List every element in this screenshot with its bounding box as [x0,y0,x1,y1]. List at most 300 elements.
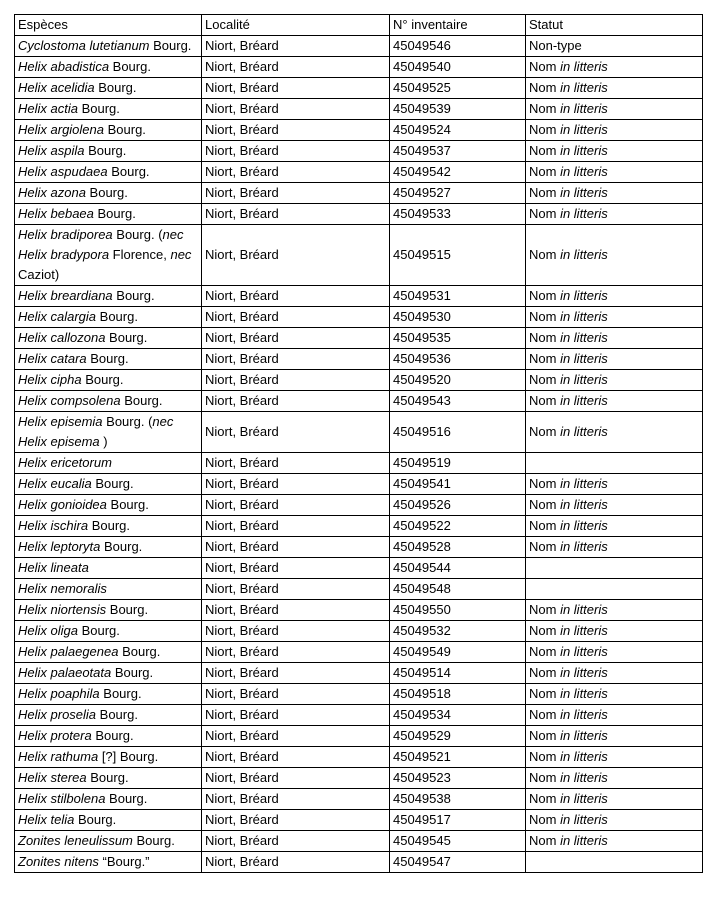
species-text: Bourg. [109,59,151,74]
status-cell [526,726,703,747]
species-text: Helix compsolena [18,393,121,408]
status-text: Nom [529,101,561,116]
table-row [15,495,703,516]
header-locality: Localité [202,15,390,36]
status-text: in litteris [560,309,608,324]
species-text: “Bourg.” [98,854,150,869]
locality-cell: Niort, Bréard [202,621,390,642]
species-text: Helix episemia [18,414,103,429]
status-cell [526,412,703,453]
species-cell [15,349,202,370]
status-cell [526,162,703,183]
table-row [15,412,703,453]
locality-cell: Niort, Bréard [202,705,390,726]
species-text: Helix acelidia [18,80,95,95]
table-row [15,120,703,141]
table-row [15,36,703,57]
species-cell [15,558,202,579]
species-cell [15,747,202,768]
species-text: Helix rathuma [18,749,99,764]
status-text: in litteris [560,665,608,680]
inventory-number-cell: 45049515 [390,225,526,286]
inventory-number-cell: 45049536 [390,349,526,370]
species-text: Bourg. ( [102,414,153,429]
inventory-number-cell: 45049516 [390,412,526,453]
species-text: [?] Bourg. [98,749,159,764]
table-row [15,99,703,120]
species-text: Helix proselia [18,707,97,722]
species-cell [15,684,202,705]
status-text: Nom [529,518,561,533]
table-row [15,370,703,391]
locality-cell: Niort, Bréard [202,747,390,768]
status-text: in litteris [560,518,608,533]
status-text: in litteris [560,59,608,74]
species-text: Bourg. [100,539,143,554]
status-text: Nom [529,602,561,617]
status-cell [526,120,703,141]
inventory-number-cell: 45049531 [390,286,526,307]
status-cell [526,537,703,558]
species-cell [15,183,202,204]
species-text: Bourg. [112,288,155,303]
status-cell [526,391,703,412]
species-text: Bourg. [104,122,146,137]
status-cell [526,831,703,852]
status-cell [526,810,703,831]
status-cell [526,141,703,162]
status-cell [526,642,703,663]
status-text: Nom [529,707,561,722]
species-cell [15,726,202,747]
inventory-number-cell: 45049528 [390,537,526,558]
status-text: in litteris [560,707,608,722]
species-cell [15,370,202,391]
table-row [15,204,703,225]
status-text: Nom [529,686,561,701]
locality-cell: Niort, Bréard [202,120,390,141]
header-status: Statut [526,15,703,36]
status-cell [526,621,703,642]
species-text: Helix eucalia [18,476,92,491]
species-text: Cyclostoma lutetianum [18,38,150,53]
species-text: Bourg. [111,665,154,680]
species-text: Bourg. [96,707,138,722]
status-cell [526,558,703,579]
table-row [15,286,703,307]
species-text: Caziot) [18,267,60,282]
species-text: Helix bradiporea [18,227,113,242]
species-text: Helix palaeotata [18,665,112,680]
inventory-number-cell: 45049547 [390,852,526,873]
table-row [15,141,703,162]
inventory-number-cell: 45049518 [390,684,526,705]
status-text: Nom [529,791,561,806]
locality-cell: Niort, Bréard [202,663,390,684]
status-cell [526,705,703,726]
inventory-number-cell: 45049545 [390,831,526,852]
status-text: Nom [529,288,561,303]
species-text: Helix ischira [18,518,89,533]
species-text: Helix poaphila [18,686,100,701]
species-text: Bourg. [88,518,130,533]
status-text: Nom [529,122,561,137]
status-cell [526,36,703,57]
inventory-number-cell: 45049550 [390,600,526,621]
status-text: in litteris [560,686,608,701]
locality-cell: Niort, Bréard [202,370,390,391]
status-text: in litteris [560,539,608,554]
species-text: Helix stilbolena [18,791,106,806]
locality-cell: Niort, Bréard [202,600,390,621]
species-cell [15,328,202,349]
table-row [15,747,703,768]
status-text: in litteris [560,247,608,262]
locality-cell: Niort, Bréard [202,183,390,204]
inventory-number-cell: 45049533 [390,204,526,225]
species-text: Helix lineata [18,560,89,575]
species-cell [15,78,202,99]
species-cell [15,621,202,642]
table-row [15,391,703,412]
table-row [15,831,703,852]
species-text: Bourg. [132,833,175,848]
status-text: Nom [529,351,561,366]
table-row [15,642,703,663]
status-cell [526,579,703,600]
species-text: Bourg. [77,101,120,116]
status-cell [526,600,703,621]
status-text: in litteris [560,351,608,366]
status-cell [526,349,703,370]
inventory-number-cell: 45049538 [390,789,526,810]
species-text: Bourg. [77,623,120,638]
status-text: in litteris [560,424,608,439]
status-text: Nom [529,476,561,491]
species-cell [15,99,202,120]
inventory-number-cell: 45049546 [390,36,526,57]
species-text: Helix abadistica [18,59,110,74]
table-row [15,768,703,789]
status-text: Nom [529,749,561,764]
status-cell [526,663,703,684]
inventory-number-cell: 45049523 [390,768,526,789]
species-text: Bourg. [120,393,163,408]
locality-cell: Niort, Bréard [202,768,390,789]
species-cell [15,663,202,684]
locality-cell: Niort, Bréard [202,495,390,516]
status-text: in litteris [560,80,608,95]
table-row [15,162,703,183]
species-text: Helix callozona [18,330,106,345]
species-cell [15,705,202,726]
status-text: Nom [529,330,561,345]
locality-cell: Niort, Bréard [202,286,390,307]
locality-cell: Niort, Bréard [202,162,390,183]
species-cell [15,831,202,852]
status-text: in litteris [560,393,608,408]
species-text: Bourg. [106,602,149,617]
status-text: in litteris [560,164,608,179]
inventory-number-cell: 45049524 [390,120,526,141]
locality-cell: Niort, Bréard [202,789,390,810]
species-cell [15,286,202,307]
table-row [15,684,703,705]
species-text: Helix catara [18,351,87,366]
status-cell [526,789,703,810]
status-text: Nom [529,164,561,179]
inventory-number-cell: 45049529 [390,726,526,747]
locality-cell: Niort, Bréard [202,852,390,873]
species-cell [15,537,202,558]
species-text: Bourg. [86,351,129,366]
locality-cell: Niort, Bréard [202,474,390,495]
table-row [15,474,703,495]
inventory-number-cell: 45049541 [390,474,526,495]
table-row [15,558,703,579]
status-text: Nom [529,247,561,262]
species-cell [15,162,202,183]
status-text: Nom [529,206,561,221]
species-text: Helix gonioidea [18,497,107,512]
header-inventory-number: N° inventaire [390,15,526,36]
species-text: Helix argiolena [18,122,104,137]
status-text: in litteris [560,749,608,764]
inventory-number-cell: 45049514 [390,663,526,684]
species-text: Helix palaegenea [18,644,119,659]
status-text: in litteris [560,185,608,200]
table-row [15,453,703,474]
status-cell [526,57,703,78]
species-cell [15,495,202,516]
species-cell [15,120,202,141]
status-text: Nom [529,372,561,387]
status-cell [526,286,703,307]
locality-cell: Niort, Bréard [202,516,390,537]
species-text: Helix ericetorum [18,455,112,470]
inventory-number-cell: 45049527 [390,183,526,204]
status-text: Nom [529,644,561,659]
species-cell [15,57,202,78]
status-text: in litteris [560,602,608,617]
species-cell [15,412,202,453]
species-text: Bourg. [94,80,137,95]
status-text: in litteris [560,728,608,743]
inventory-number-cell: 45049534 [390,705,526,726]
status-text: Nom [529,812,561,827]
species-text: Helix cipha [18,372,82,387]
status-text: in litteris [560,812,608,827]
inventory-number-cell: 45049537 [390,141,526,162]
status-text: Nom [529,833,561,848]
inventory-number-cell: 45049540 [390,57,526,78]
species-text: Helix azona [18,185,86,200]
locality-cell: Niort, Bréard [202,537,390,558]
status-text: in litteris [560,644,608,659]
locality-cell: Niort, Bréard [202,412,390,453]
species-text: Bourg. [107,164,150,179]
status-text: Nom [529,59,561,74]
status-text: in litteris [560,330,608,345]
status-text: in litteris [560,833,608,848]
status-text: in litteris [560,143,608,158]
locality-cell: Niort, Bréard [202,558,390,579]
species-text: Helix calargia [18,309,97,324]
species-cell [15,474,202,495]
species-cell [15,642,202,663]
status-text: in litteris [560,476,608,491]
species-text: Bourg. ( [112,227,163,242]
locality-cell: Niort, Bréard [202,831,390,852]
status-text: Nom [529,665,561,680]
inventory-number-cell: 45049544 [390,558,526,579]
species-text: Bourg. [93,206,136,221]
locality-cell: Niort, Bréard [202,726,390,747]
inventory-number-cell: 45049532 [390,621,526,642]
table-row [15,183,703,204]
inventory-number-cell: 45049522 [390,516,526,537]
species-text: Bourg. [91,728,134,743]
status-cell [526,453,703,474]
species-text: Helix protera [18,728,92,743]
species-text: nec Helix episema [18,414,174,449]
locality-cell: Niort, Bréard [202,99,390,120]
species-cell [15,768,202,789]
status-cell [526,747,703,768]
species-text: Bourg. [105,330,148,345]
inventory-number-cell: 45049526 [390,495,526,516]
species-text: Bourg. [149,38,192,53]
status-text: Nom [529,185,561,200]
status-text: in litteris [560,791,608,806]
table-row [15,852,703,873]
species-text: Bourg. [85,185,128,200]
species-cell [15,391,202,412]
inventory-number-cell: 45049520 [390,370,526,391]
species-text: Bourg. [81,372,124,387]
status-text: in litteris [560,497,608,512]
locality-cell: Niort, Bréard [202,78,390,99]
status-text: in litteris [560,206,608,221]
species-text: nec Helix bradypora [18,227,184,262]
inventory-number-cell: 45049549 [390,642,526,663]
status-text: Nom [529,728,561,743]
status-cell [526,516,703,537]
species-text: Helix breardiana [18,288,113,303]
table-row [15,789,703,810]
status-text: in litteris [560,122,608,137]
species-text: Bourg. [84,143,127,158]
table-row [15,600,703,621]
species-cell [15,516,202,537]
species-text: Bourg. [96,309,138,324]
status-cell [526,684,703,705]
table-row [15,57,703,78]
species-cell [15,225,202,286]
species-text: Helix leptoryta [18,539,101,554]
status-cell [526,183,703,204]
status-text: in litteris [560,372,608,387]
status-cell [526,99,703,120]
species-text: Zonites leneulissum [18,833,133,848]
species-text: Bourg. [91,476,134,491]
status-text: Nom [529,497,561,512]
status-cell [526,370,703,391]
species-text: Helix bebaea [18,206,94,221]
status-cell [526,474,703,495]
status-cell [526,328,703,349]
species-cell [15,204,202,225]
species-cell [15,810,202,831]
locality-cell: Niort, Bréard [202,642,390,663]
inventory-number-cell: 45049525 [390,78,526,99]
locality-cell: Niort, Bréard [202,684,390,705]
species-text: Helix actia [18,101,78,116]
table-row [15,516,703,537]
status-text: Nom [529,309,561,324]
species-cell [15,307,202,328]
locality-cell: Niort, Bréard [202,453,390,474]
inventory-number-cell: 45049521 [390,747,526,768]
species-inventory-table [14,14,703,873]
table-header-row [15,15,703,36]
status-text: Nom [529,393,561,408]
locality-cell: Niort, Bréard [202,810,390,831]
table-row [15,307,703,328]
status-text: Non-type [529,38,582,53]
table-row [15,705,703,726]
status-text: Nom [529,80,561,95]
locality-cell: Niort, Bréard [202,225,390,286]
table-row [15,328,703,349]
status-text: Nom [529,539,561,554]
table-row [15,810,703,831]
status-text: Nom [529,424,561,439]
species-text: Helix nemoralis [18,581,107,596]
locality-cell: Niort, Bréard [202,204,390,225]
status-cell [526,495,703,516]
status-text: in litteris [560,623,608,638]
species-text: Helix aspudaea [18,164,108,179]
locality-cell: Niort, Bréard [202,307,390,328]
species-text: Bourg. [118,644,161,659]
species-cell [15,36,202,57]
species-cell [15,579,202,600]
species-cell [15,600,202,621]
species-text: Helix niortensis [18,602,107,617]
inventory-number-cell: 45049517 [390,810,526,831]
status-text: in litteris [560,101,608,116]
species-text: Bourg. [106,497,149,512]
species-text: Bourg. [74,812,117,827]
header-species: Espèces [15,15,202,36]
species-text: Zonites nitens [18,854,99,869]
table-row [15,579,703,600]
table-row [15,349,703,370]
inventory-number-cell: 45049539 [390,99,526,120]
species-text: Helix oliga [18,623,78,638]
status-cell [526,307,703,328]
inventory-number-cell: 45049543 [390,391,526,412]
species-text: Helix sterea [18,770,87,785]
status-cell [526,768,703,789]
table-row [15,726,703,747]
status-text: in litteris [560,288,608,303]
table-row [15,663,703,684]
species-cell [15,141,202,162]
inventory-number-cell: 45049530 [390,307,526,328]
table-body [15,36,703,873]
